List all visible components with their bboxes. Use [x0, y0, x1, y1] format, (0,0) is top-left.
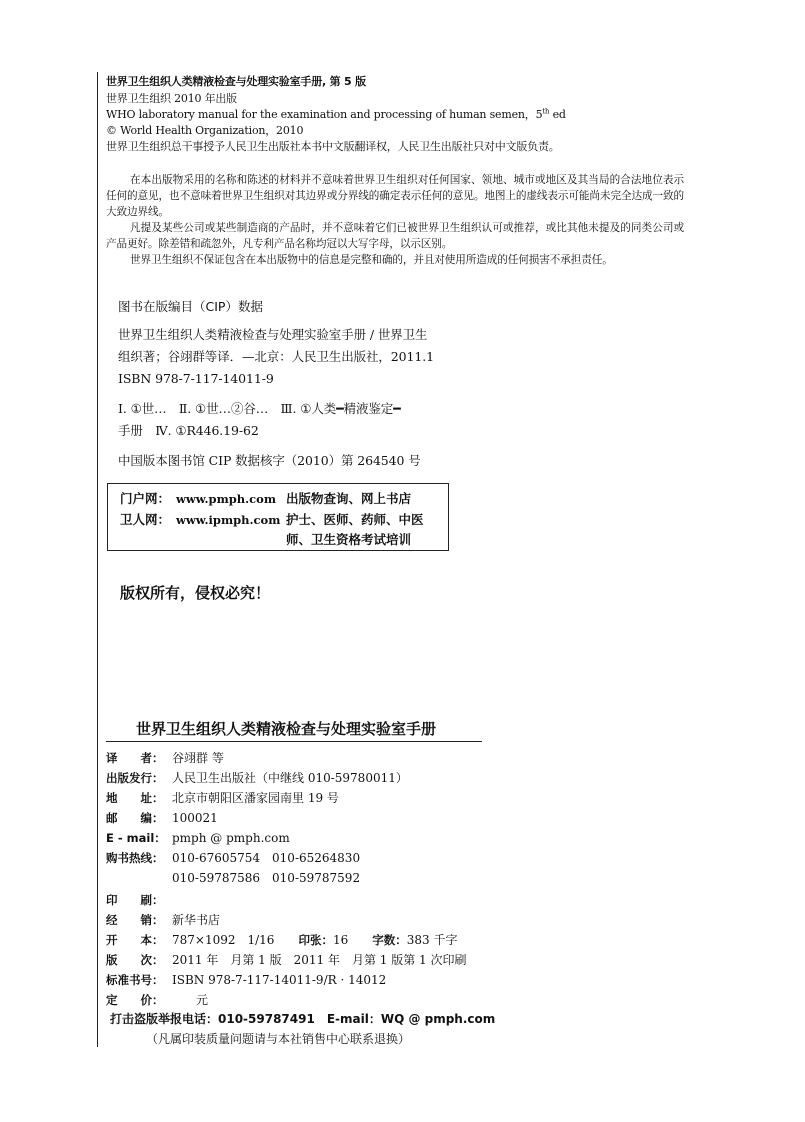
- margin-rule: [97, 72, 98, 1047]
- format-value: 787×1092 1/16: [172, 933, 299, 947]
- translator-key: 译 者：: [106, 751, 164, 765]
- title-en-main: WHO laboratory manual for the examination and processing of human semen，5: [106, 108, 543, 121]
- disclaimer-3: 世界卫生组织不保证包含在本出版物中的信息是完整和确的，并且对使用所造成的任何损害不承担责任。: [130, 254, 613, 266]
- price-row: [106, 990, 208, 1010]
- title-en-end: ed: [549, 108, 566, 121]
- publisher-year: 世界卫生组织 2010 年出版: [106, 92, 237, 105]
- publisher-row: [106, 768, 408, 788]
- format-key: 开 本：: [106, 933, 164, 947]
- isbn-value: ISBN 978-7-117-14011-9/R · 14012: [172, 973, 387, 987]
- distributor-row: [106, 910, 220, 930]
- cip-class-2: 手册 Ⅳ. ①R446.19-62: [118, 423, 259, 438]
- isbn-key: 标准书号：: [106, 973, 164, 987]
- anti-piracy-line: 打击盗版举报电话：010-59787491 E-mail：WQ @ pmph.com: [110, 1012, 496, 1026]
- title-en: [106, 107, 566, 123]
- print-key: 印 刷：: [106, 893, 164, 907]
- email-row: [106, 828, 290, 848]
- format-row: [106, 930, 457, 950]
- translation-right: 世界卫生组织总干事授予人民卫生出版社本书中文版翻译权，人民卫生出版社只对中文版负责。: [106, 140, 560, 153]
- postcode-row: [106, 808, 218, 828]
- health-link[interactable]: www.ipmph.com: [176, 513, 281, 527]
- disclaimer-1: 在本出版物采用的名称和陈述的材料并不意味着世界卫生组织对任何国家、领地、城市或地区及其当局的合法地位表示任何的意见，也不意味着世界卫生组织对其边界或分界线的确定表示任何的意见。地图上的虚线表示可能尚未完全达成一致的大致边界线。: [106, 174, 684, 218]
- return-note: （凡属印装质量问题请与本社销售中心联系退换）: [146, 1032, 411, 1046]
- distributor-key: 经 销：: [106, 913, 164, 927]
- cip-isbn: ISBN 978-7-117-14011-9: [118, 371, 274, 386]
- cip-line-1: 世界卫生组织人类精液检查与处理实验室手册 / 世界卫生: [118, 327, 428, 342]
- hotline-row-2: [106, 868, 360, 888]
- portal-label: 门户网：: [120, 491, 171, 506]
- price-value: 元: [172, 993, 209, 1007]
- portal-row: [120, 489, 411, 507]
- title-en-sup: th: [542, 107, 550, 116]
- isbn-row: [106, 970, 386, 990]
- address-key: 地 址：: [106, 791, 164, 805]
- sheets-key: 印张：: [298, 933, 333, 947]
- publisher-key: 出版发行：: [106, 771, 164, 785]
- title-cn: 世界卫生组织人类精液检查与处理实验室手册, 第 5 版: [106, 75, 366, 88]
- portal-desc: 出版物查询、网上书店: [286, 491, 412, 506]
- address-row: [106, 788, 339, 808]
- edition-key: 版 次：: [106, 953, 164, 967]
- hotline-key: 购书热线：: [106, 851, 164, 865]
- postcode-value: 100021: [172, 811, 218, 825]
- email-value[interactable]: pmph @ pmph.com: [172, 831, 290, 845]
- postcode-key: 邮 编：: [106, 811, 164, 825]
- health-row: [120, 510, 424, 528]
- book-title: 世界卫生组织人类精液检查与处理实验室手册: [136, 720, 437, 738]
- copyright-line: © World Health Organization，2010: [106, 124, 304, 137]
- distributor-value: 新华书店: [172, 913, 221, 927]
- price-key: 定 价：: [106, 993, 164, 1007]
- title-rule: [106, 741, 482, 742]
- hotline-row: [106, 848, 360, 868]
- address-value: 北京市朝阳区潘家园南里 19 号: [172, 791, 339, 805]
- print-row: [106, 890, 172, 910]
- cip-heading: 图书在版编目（CIP）数据: [118, 299, 263, 314]
- website-box: [107, 483, 449, 551]
- disclaimer-2: 凡提及某些公司或某些制造商的产品时，并不意味着它们已被世界卫生组织认可或推荐，或比其他未提及的同类公司或产品更好。除差错和疏忽外，凡专利产品名称均冠以大写字母，以示区别。: [106, 222, 684, 250]
- health-label: 卫人网：: [120, 512, 171, 527]
- health-desc-2: 师、卫生资格考试培训: [286, 532, 412, 547]
- translator-value: 谷翊群 等: [172, 751, 224, 765]
- health-desc-1: 护士、医师、药师、中医: [286, 512, 424, 527]
- portal-link[interactable]: www.pmph.com: [176, 492, 277, 506]
- words-value: 383 千字: [406, 933, 458, 947]
- rights-reserved: 版权所有，侵权必究！: [120, 584, 271, 602]
- edition-value: 2011 年 月第 1 版 2011 年 月第 1 版第 1 次印刷: [172, 953, 467, 967]
- email-key: E - mail：: [106, 831, 166, 845]
- sheets-value: 16: [332, 933, 373, 947]
- hotline-value-1: 010-67605754 010-65264830: [172, 851, 361, 865]
- hotline-value-2: 010-59787586 010-59787592: [172, 871, 361, 885]
- translator-row: [106, 748, 224, 768]
- cip-line-2: 组织著；谷翊群等译．—北京：人民卫生出版社，2011.1: [118, 349, 434, 364]
- edition-row: [106, 950, 467, 970]
- publisher-value: 人民卫生出版社（中继线 010-59780011）: [172, 771, 408, 785]
- words-key: 字数：: [372, 933, 407, 947]
- cip-class-1: Ⅰ. ①世… Ⅱ. ①世…②谷… Ⅲ. ①人类━精液鉴定━: [118, 401, 401, 416]
- cip-core-number: 中国版本图书馆 CIP 数据核字（2010）第 264540 号: [118, 453, 421, 468]
